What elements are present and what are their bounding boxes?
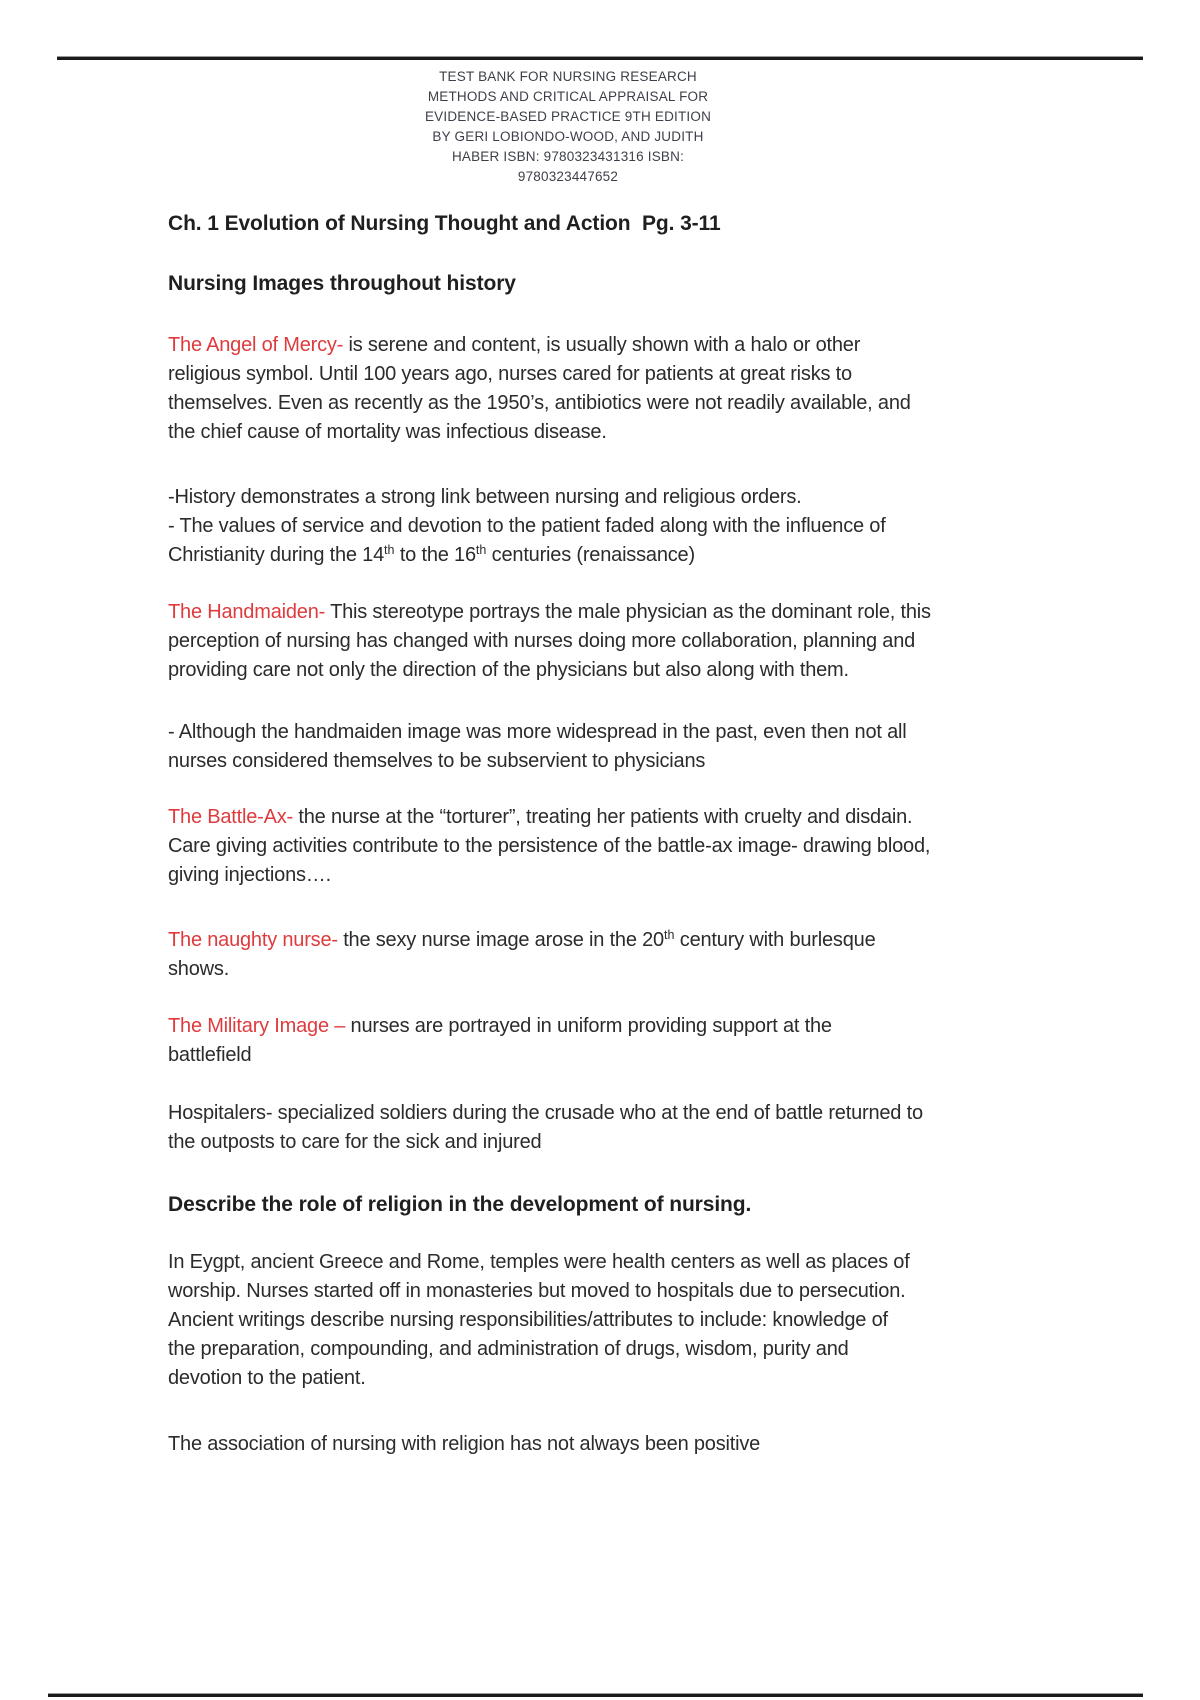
text-line: Care giving activities contribute to the persistence of the battle-ax image- drawing blood, bbox=[168, 835, 931, 857]
term-naughty-nurse: The naughty nurse- bbox=[168, 929, 338, 951]
paragraph-handmaiden bbox=[168, 598, 1068, 685]
paragraph-religion-answer bbox=[168, 1248, 1068, 1393]
text-line: giving injections…. bbox=[168, 864, 331, 886]
superscript-ordinal: th bbox=[475, 543, 487, 557]
text-line: Hospitalers- specialized soldiers during the crusade who at the end of battle returned to bbox=[168, 1102, 923, 1124]
text-run: to the 16 bbox=[394, 544, 476, 566]
text-line: Describe the role of religion in the development of nursing. bbox=[168, 1193, 752, 1216]
header-line: HABER ISBN: 9780323431316 ISBN: bbox=[451, 149, 685, 164]
text-run: the sexy nurse image arose in the 20 bbox=[337, 929, 664, 951]
text-line bbox=[168, 1012, 1068, 1041]
header-line: TEST BANK FOR NURSING RESEARCH bbox=[439, 69, 697, 84]
header-line: EVIDENCE-BASED PRACTICE 9TH EDITION bbox=[424, 109, 712, 124]
top-rule bbox=[57, 56, 1143, 60]
section-heading-nursing-images bbox=[168, 269, 1068, 298]
text-line: themselves. Even as recently as the 1950’s, antibiotics were not readily available, and bbox=[168, 392, 911, 414]
header-line: METHODS AND CRITICAL APPRAISAL FOR bbox=[427, 89, 709, 104]
text-run: Christianity during the 14 bbox=[168, 544, 385, 566]
text-line: the preparation, compounding, and administration of drugs, wisdom, purity and bbox=[168, 1338, 849, 1360]
paragraph-naughty-nurse bbox=[168, 926, 1068, 984]
text-run: is serene and content, is usually shown with a halo or other bbox=[343, 334, 861, 356]
paragraph-battle-ax bbox=[168, 803, 1068, 890]
page-title bbox=[168, 209, 1068, 238]
term-angel-of-mercy: The Angel of Mercy- bbox=[168, 334, 344, 356]
paragraph-angel-of-mercy bbox=[168, 331, 1068, 447]
document-header bbox=[368, 67, 768, 187]
text-run: This stereotype portrays the male physician as the dominant role, this bbox=[325, 601, 931, 623]
text-line: Ch. 1 Evolution of Nursing Thought and Action Pg. 3-11 bbox=[168, 212, 721, 235]
text-line: Nursing Images throughout history bbox=[168, 272, 516, 295]
text-line: Ancient writings describe nursing responsibilities/attributes to include: knowledge of bbox=[168, 1309, 888, 1331]
text-line bbox=[168, 598, 1068, 627]
text-line: - The values of service and devotion to the patient faded along with the influence of bbox=[168, 515, 886, 537]
text-line: religious symbol. Until 100 years ago, nurses cared for patients at great risks to bbox=[168, 363, 852, 385]
paragraph-history-notes bbox=[168, 483, 1068, 570]
text-line: providing care not only the direction of the physicians but also along with them. bbox=[168, 659, 849, 681]
text-line: The association of nursing with religion has not always been positive bbox=[168, 1433, 761, 1455]
text-line bbox=[168, 926, 1068, 955]
text-line: nurses considered themselves to be subservient to physicians bbox=[168, 750, 706, 772]
text-line: devotion to the patient. bbox=[168, 1367, 366, 1389]
bottom-rule bbox=[48, 1693, 1143, 1697]
text-run: nurses are portrayed in uniform providing support at the bbox=[345, 1015, 832, 1037]
text-line: -History demonstrates a strong link between nursing and religious orders. bbox=[168, 486, 802, 508]
text-line: battlefield bbox=[168, 1044, 252, 1066]
text-line: the chief cause of mortality was infectious disease. bbox=[168, 421, 607, 443]
text-line bbox=[168, 803, 1068, 832]
paragraph-hospitalers bbox=[168, 1099, 1068, 1157]
text-run: centuries (renaissance) bbox=[486, 544, 695, 566]
text-line: In Eygpt, ancient Greece and Rome, temples were health centers as well as places of bbox=[168, 1251, 910, 1273]
paragraph-military-image bbox=[168, 1012, 1068, 1070]
term-handmaiden: The Handmaiden- bbox=[168, 601, 326, 623]
text-line: perception of nursing has changed with nurses doing more collaboration, planning and bbox=[168, 630, 916, 652]
text-line bbox=[168, 331, 1068, 360]
question-heading-religion bbox=[168, 1190, 1068, 1219]
text-run: the nurse at the “torturer”, treating her patients with cruelty and disdain. bbox=[293, 806, 913, 828]
text-run: century with burlesque bbox=[674, 929, 876, 951]
text-line bbox=[168, 541, 1068, 570]
header-line: BY GERI LOBIONDO-WOOD, AND JUDITH bbox=[432, 129, 704, 144]
text-line: the outposts to care for the sick and injured bbox=[168, 1131, 542, 1153]
superscript-ordinal: th bbox=[663, 928, 675, 942]
superscript-ordinal: th bbox=[384, 543, 395, 557]
term-military-image: The Military Image – bbox=[168, 1015, 346, 1037]
header-line: 9780323447652 bbox=[517, 169, 619, 184]
paragraph-closing-note bbox=[168, 1430, 1068, 1459]
term-battle-ax: The Battle-Ax- bbox=[168, 806, 294, 828]
paragraph-handmaiden-note bbox=[168, 718, 1068, 776]
text-line: - Although the handmaiden image was more widespread in the past, even then not all bbox=[168, 721, 907, 743]
text-line: shows. bbox=[168, 958, 230, 980]
text-line: worship. Nurses started off in monasteries but moved to hospitals due to persecution. bbox=[168, 1280, 906, 1302]
